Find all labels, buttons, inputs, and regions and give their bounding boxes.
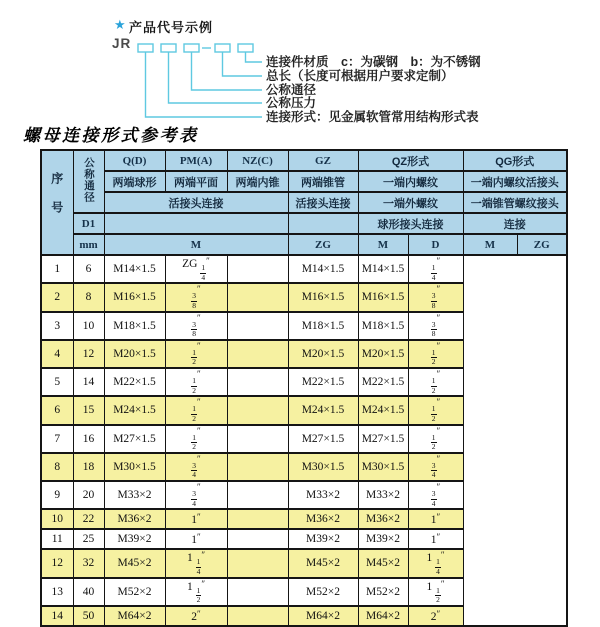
cell-qz-m [227, 453, 288, 481]
cell-seq: 8 [41, 453, 73, 481]
cell-qg-zg: $\frac{1}{2}$ ″ [408, 396, 463, 424]
cell-qg-m: M24×1.5 [358, 396, 408, 424]
cell-qg-m: M33×2 [358, 481, 408, 509]
cell-mm: 16 [73, 425, 104, 453]
cell-qg-m: M20×1.5 [358, 340, 408, 368]
col-header-qg-form: QG形式 [463, 150, 567, 171]
cell-zg-size: 2″ [165, 606, 227, 626]
label-nominal-diameter: 公称通径 [266, 83, 317, 97]
label-connection-form: 连接形式：见金属软管常用结构形式表 [266, 110, 479, 124]
cell-qg-zg: $\frac{1}{2}$ ″ [408, 340, 463, 368]
cell-qg-zg: $\frac{1}{4}$ ″ [408, 255, 463, 283]
leader-line-diameter [192, 52, 263, 90]
cell-zg-size: $\frac{3}{4}$ ″ [165, 453, 227, 481]
table-row [41, 578, 567, 606]
cell-qz-d: M24×1.5 [288, 396, 358, 424]
cell-m-thread: M18×1.5 [104, 312, 165, 340]
header-gz-ends: 两端锥管 [288, 171, 358, 192]
header-q-ends: 两端球形 [104, 171, 165, 192]
cell-m-thread: M24×1.5 [104, 396, 165, 424]
cell-zg-size: $\frac{3}{8}$ ″ [165, 283, 227, 311]
header-union-connection: 活接头连接 [104, 192, 288, 213]
product-code-prefix: JR [112, 36, 132, 51]
header-mm: mm [73, 234, 104, 255]
header-qz-unit-m: M [358, 234, 408, 255]
cell-m-thread: M52×2 [104, 578, 165, 606]
cell-qg-zg: $\frac{3}{4}$ ″ [408, 481, 463, 509]
cell-qz-d: M64×2 [288, 606, 358, 626]
table-row [41, 606, 567, 626]
cell-zg-size: 1″ [165, 529, 227, 549]
header-qz-unit-d: D [408, 234, 463, 255]
cell-m-thread: M14×1.5 [104, 255, 165, 283]
cell-qz-d: M33×2 [288, 481, 358, 509]
cell-m-thread: M22×1.5 [104, 368, 165, 396]
cell-zg-size: $\frac{1}{2}$ ″ [165, 425, 227, 453]
cell-qz-m [227, 481, 288, 509]
cell-zg-size: $\frac{1}{2}$ ″ [165, 396, 227, 424]
cell-qz-m [227, 606, 288, 626]
cell-qg-m: M22×1.5 [358, 368, 408, 396]
code-box-4 [215, 44, 230, 52]
leader-line-connection [146, 52, 263, 117]
cell-mm: 12 [73, 340, 104, 368]
cell-qg-zg: $\frac{3}{4}$ ″ [408, 453, 463, 481]
cell-seq: 14 [41, 606, 73, 626]
header-unit-m: M [104, 234, 288, 255]
cell-qg-m: M18×1.5 [358, 312, 408, 340]
table-row [41, 312, 567, 340]
cell-qz-d: M22×1.5 [288, 368, 358, 396]
leader-line-length [223, 52, 263, 76]
cell-m-thread: M36×2 [104, 509, 165, 529]
cell-m-thread: M30×1.5 [104, 453, 165, 481]
cell-qz-d: M52×2 [288, 578, 358, 606]
label-material: 连接件材质 c：为碳钢 b：为不锈钢 [266, 55, 481, 69]
header-row-1 [41, 150, 567, 171]
cell-qg-m: M16×1.5 [358, 283, 408, 311]
cell-zg-size: $\frac{1}{2}$ ″ [165, 340, 227, 368]
col-header-qz-form: QZ形式 [358, 150, 463, 171]
table-title: 螺母连接形式参考表 [23, 126, 199, 146]
cell-seq: 3 [41, 312, 73, 340]
cell-qg-zg: $\frac{1}{2}$ ″ [408, 425, 463, 453]
cell-qz-d: M39×2 [288, 529, 358, 549]
cell-mm: 32 [73, 549, 104, 577]
cell-qg-m: M64×2 [358, 606, 408, 626]
cell-zg-size: $\frac{3}{4}$ ″ [165, 481, 227, 509]
header-empty-left [104, 213, 288, 234]
cell-seq: 4 [41, 340, 73, 368]
cell-m-thread: M39×2 [104, 529, 165, 549]
cell-mm: 8 [73, 283, 104, 311]
header-row-4 [41, 213, 567, 234]
cell-mm: 15 [73, 396, 104, 424]
table-row [41, 481, 567, 509]
cell-qz-d: M16×1.5 [288, 283, 358, 311]
cell-qz-m [227, 578, 288, 606]
star-icon: ★ [114, 17, 126, 32]
cell-mm: 22 [73, 509, 104, 529]
cell-qg-m: M36×2 [358, 509, 408, 529]
label-nominal-pressure: 公称压力 [266, 96, 317, 110]
cell-qg-m: M14×1.5 [358, 255, 408, 283]
header-empty-gz [288, 213, 358, 234]
cell-qg-zg: 1″ [408, 529, 463, 549]
cell-mm: 25 [73, 529, 104, 549]
table-row [41, 283, 567, 311]
cell-m-thread: M33×2 [104, 481, 165, 509]
cell-qg-zg: 2″ [408, 606, 463, 626]
table-row [41, 255, 567, 283]
cell-qg-m: M27×1.5 [358, 425, 408, 453]
cell-qz-m [227, 312, 288, 340]
cell-qz-m [227, 529, 288, 549]
header-qg-taper-thread: 一端锥管螺纹接头 [463, 192, 567, 213]
header-unit-zg: ZG [288, 234, 358, 255]
cell-qz-m [227, 425, 288, 453]
table-row [41, 368, 567, 396]
cell-zg-size: 1 $\frac{1}{2}$ ″ [165, 578, 227, 606]
cell-seq: 9 [41, 481, 73, 509]
cell-qz-d: M20×1.5 [288, 340, 358, 368]
cell-m-thread: M64×2 [104, 606, 165, 626]
cell-seq: 13 [41, 578, 73, 606]
header-pm-ends: 两端平面 [165, 171, 227, 192]
code-box-2 [161, 44, 176, 52]
nut-connection-reference-table [40, 149, 568, 627]
cell-seq: 1 [41, 255, 73, 283]
col-header-gz-code: GZ [288, 150, 358, 171]
col-header-seq: 序号 [41, 150, 73, 255]
cell-m-thread: M45×2 [104, 549, 165, 577]
cell-qz-m [227, 368, 288, 396]
cell-zg-size: 1″ [165, 509, 227, 529]
cell-qz-m [227, 283, 288, 311]
cell-qg-zg: $\frac{3}{8}$ ″ [408, 312, 463, 340]
label-total-length: 总长（长度可根据用户要求定制） [266, 69, 454, 83]
table-row [41, 529, 567, 549]
cell-seq: 2 [41, 283, 73, 311]
cell-qg-zg: 1″ [408, 509, 463, 529]
cell-mm: 40 [73, 578, 104, 606]
table-row [41, 340, 567, 368]
col-header-nominal-diameter: 公称通径 [73, 150, 104, 213]
cell-qz-m [227, 340, 288, 368]
cell-zg-size: $\frac{3}{8}$ ″ [165, 312, 227, 340]
cell-qg-m: M52×2 [358, 578, 408, 606]
cell-seq: 10 [41, 509, 73, 529]
header-nz-ends: 两端内锥 [227, 171, 288, 192]
header-qz-outer-thread: 一端外螺纹 [358, 192, 463, 213]
cell-qz-d: M27×1.5 [288, 425, 358, 453]
cell-zg-size: $\frac{1}{2}$ ″ [165, 368, 227, 396]
cell-m-thread: M20×1.5 [104, 340, 165, 368]
cell-qz-m [227, 396, 288, 424]
cell-qz-d: M18×1.5 [288, 312, 358, 340]
cell-seq: 11 [41, 529, 73, 549]
cell-qg-m: M30×1.5 [358, 453, 408, 481]
table-row [41, 549, 567, 577]
cell-qz-m [227, 509, 288, 529]
header-row-2 [41, 171, 567, 192]
header-row-3 [41, 192, 567, 213]
code-box-5 [238, 44, 253, 52]
cell-qg-zg: 1 $\frac{1}{2}$ ″ [408, 578, 463, 606]
cell-zg-size: 1 $\frac{1}{4}$ ″ [165, 549, 227, 577]
table-row [41, 396, 567, 424]
header-qz-inner-thread: 一端内螺纹 [358, 171, 463, 192]
leader-line-pressure [169, 52, 263, 103]
col-header-q-code: Q(D) [104, 150, 165, 171]
header-qg-inner-thread-union: 一端内螺纹活接头 [463, 171, 567, 192]
header-qg-unit-m: M [463, 234, 517, 255]
code-box-3 [184, 44, 199, 52]
cell-qg-zg: 1 $\frac{1}{4}$ ″ [408, 549, 463, 577]
header-row-5 [41, 234, 567, 255]
cell-m-thread: M16×1.5 [104, 283, 165, 311]
cell-qz-d: M30×1.5 [288, 453, 358, 481]
cell-qz-d: M36×2 [288, 509, 358, 529]
cell-qg-zg: $\frac{1}{2}$ ″ [408, 368, 463, 396]
col-header-nz-code: NZ(C) [227, 150, 288, 171]
cell-mm: 10 [73, 312, 104, 340]
cell-qz-m [227, 549, 288, 577]
table-row [41, 425, 567, 453]
cell-m-thread: M27×1.5 [104, 425, 165, 453]
diagram-title: 产品代号示例 [129, 20, 214, 35]
cell-qg-m: M39×2 [358, 529, 408, 549]
cell-mm: 14 [73, 368, 104, 396]
cell-mm: 6 [73, 255, 104, 283]
col-header-pm-code: PM(A) [165, 150, 227, 171]
cell-mm: 20 [73, 481, 104, 509]
cell-seq: 6 [41, 396, 73, 424]
cell-mm: 18 [73, 453, 104, 481]
header-gz-union-connection: 活接头连接 [288, 192, 358, 213]
cell-qz-d: M14×1.5 [288, 255, 358, 283]
code-box-1 [138, 44, 153, 52]
cell-seq: 5 [41, 368, 73, 396]
cell-mm: 50 [73, 606, 104, 626]
cell-qg-m: M45×2 [358, 549, 408, 577]
cell-qg-zg: $\frac{3}{8}$ ″ [408, 283, 463, 311]
cell-seq: 7 [41, 425, 73, 453]
cell-zg-size: ZG $\frac{1}{4}$ ″ [165, 255, 227, 283]
cell-seq: 12 [41, 549, 73, 577]
leader-line-material [246, 52, 263, 62]
table-row [41, 509, 567, 529]
header-d1: D1 [73, 213, 104, 234]
header-qz-ball-joint: 球形接头连接 [358, 213, 463, 234]
table-row [41, 453, 567, 481]
header-qg-unit-zg: ZG [517, 234, 567, 255]
header-qg-connection: 连接 [463, 213, 567, 234]
cell-qz-d: M45×2 [288, 549, 358, 577]
cell-qz-m [227, 255, 288, 283]
